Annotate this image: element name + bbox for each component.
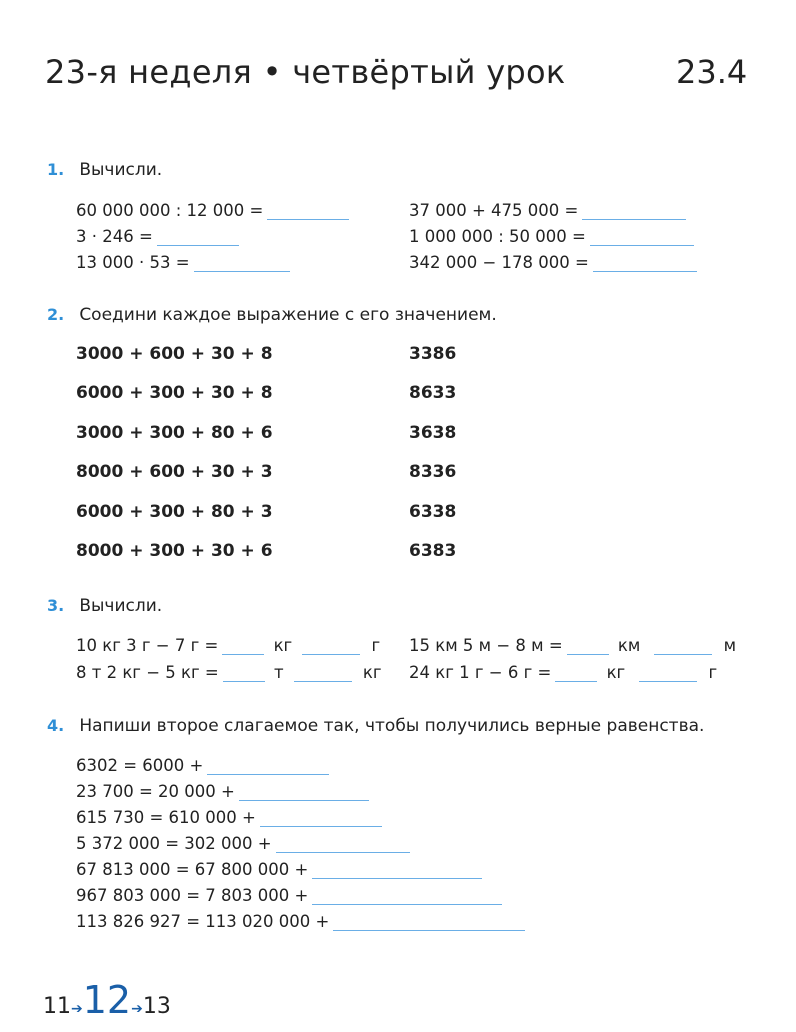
task1-right-1: 37 000 + 475 000 = [409, 201, 686, 220]
answer-line[interactable] [267, 218, 349, 220]
task4-row: 5 372 000 = 302 000 + [76, 834, 410, 853]
value[interactable]: 6338 [409, 502, 457, 522]
task-1-heading [47, 160, 162, 180]
arrow-right-icon: ➔ [71, 1001, 83, 1017]
page-navigation [43, 978, 171, 1022]
task3-row-1-left: 10 кг 3 г − 7 г = кг г [76, 636, 381, 655]
task4-row: 967 803 000 = 7 803 000 + [76, 886, 502, 905]
task-instruction: Вычисли. [79, 160, 163, 180]
value[interactable]: 3638 [409, 423, 457, 443]
expression[interactable]: 3000 + 300 + 80 + 6 [76, 423, 273, 443]
task-number: 1. [47, 160, 65, 179]
expression[interactable]: 6000 + 300 + 80 + 3 [76, 502, 273, 522]
prev-page[interactable]: 11 [43, 994, 71, 1019]
lesson-title: 23-я неделя • четвёртый урок [45, 53, 566, 91]
task4-row: 615 730 = 610 000 + [76, 808, 382, 827]
value[interactable]: 8633 [409, 383, 457, 403]
task-instruction: Соедини каждое выражение с его значением. [79, 305, 497, 325]
task-number: 3. [47, 596, 65, 615]
value[interactable]: 3386 [409, 344, 457, 364]
task-2-heading [47, 305, 497, 325]
task4-row: 113 826 927 = 113 020 000 + [76, 912, 525, 931]
task3-row-2-right: 24 кг 1 г − 6 г = кг г [409, 663, 718, 682]
value[interactable]: 6383 [409, 541, 457, 561]
answer-line[interactable] [593, 270, 697, 272]
task1-left-2: 3 · 246 = [76, 227, 239, 246]
task1-left-3: 13 000 · 53 = [76, 253, 290, 272]
task1-right-2: 1 000 000 : 50 000 = [409, 227, 694, 246]
expression[interactable]: 8000 + 300 + 30 + 6 [76, 541, 273, 561]
expression[interactable]: 6000 + 300 + 30 + 8 [76, 383, 273, 403]
expression[interactable]: 8000 + 600 + 30 + 3 [76, 462, 273, 482]
task-instruction: Вычисли. [79, 596, 163, 616]
arrow-right-icon: ➔ [131, 1001, 143, 1017]
next-page[interactable]: 13 [142, 994, 171, 1019]
task3-row-2-left: 8 т 2 кг − 5 кг = т кг [76, 663, 382, 682]
answer-line[interactable] [590, 244, 694, 246]
task-number: 2. [47, 305, 65, 324]
expression[interactable]: 3000 + 600 + 30 + 8 [76, 344, 273, 364]
task-3-heading [47, 596, 162, 616]
task4-row: 23 700 = 20 000 + [76, 782, 369, 801]
task3-row-1-right: 15 км 5 м − 8 м = км м [409, 636, 737, 655]
value[interactable]: 8336 [409, 462, 457, 482]
task-instruction: Напиши второе слагаемое так, чтобы получились верные равенства. [79, 716, 705, 736]
answer-line[interactable] [194, 270, 290, 272]
task4-row: 67 813 000 = 67 800 000 + [76, 860, 482, 879]
lesson-code: 23.4 [676, 53, 748, 91]
task4-row: 6302 = 6000 + [76, 756, 329, 775]
task-4-heading [47, 716, 704, 736]
answer-line[interactable] [157, 244, 239, 246]
task1-right-3: 342 000 − 178 000 = [409, 253, 697, 272]
answer-line[interactable] [582, 218, 686, 220]
task1-left-1: 60 000 000 : 12 000 = [76, 201, 349, 220]
current-page: 12 [82, 978, 132, 1022]
task-number: 4. [47, 716, 65, 735]
